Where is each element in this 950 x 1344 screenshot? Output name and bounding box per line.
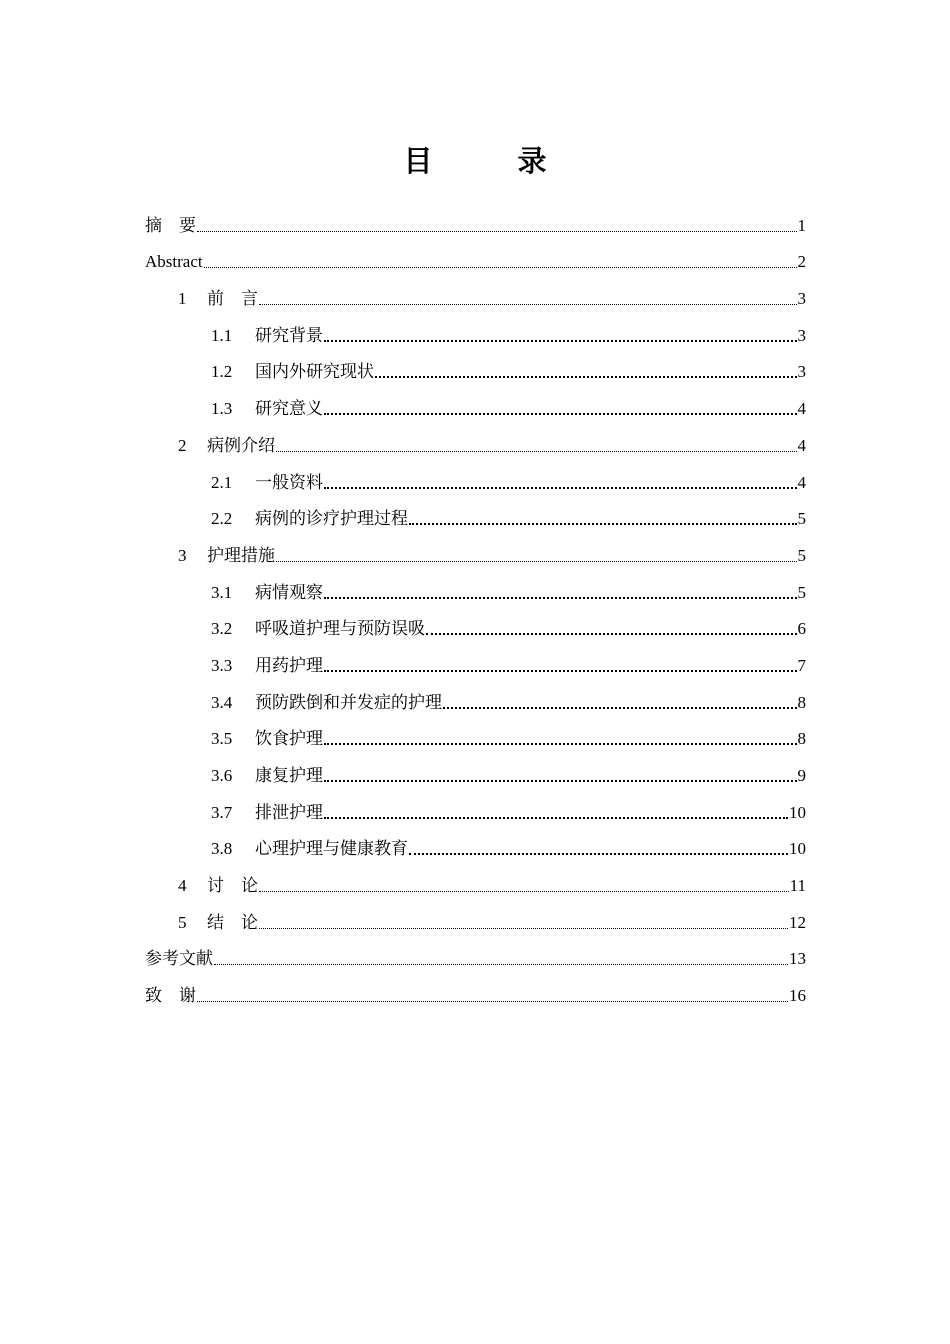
toc-entry-label: 呼吸道护理与预防误吸 [255,619,425,639]
toc-entry[interactable] [145,750,806,787]
toc-entry[interactable] [145,273,806,310]
toc-entry-number: 5 [178,912,187,932]
dot-leader [443,707,797,709]
toc-entry-page-number: 12 [789,912,806,932]
toc-entry[interactable] [145,457,806,494]
dot-leader [259,891,789,892]
toc-entry-page-number: 10 [789,839,806,859]
toc-entry-page-number: 11 [789,876,806,896]
dot-leader [259,928,788,929]
toc-entry-page-number: 3 [797,289,806,309]
toc-entry-label: 康复护理 [255,766,323,785]
dot-leader [409,523,797,525]
dot-leader [276,451,797,452]
dot-leader [324,413,797,415]
toc-entry-number: 1 [178,289,187,309]
dot-leader [426,633,797,635]
toc-entry-number: 4 [178,876,187,896]
dot-leader [276,561,797,562]
toc-entry-page-number: 13 [789,949,806,969]
toc-entry[interactable] [145,530,806,567]
dot-leader [409,853,788,855]
toc-entry-page-number: 5 [797,509,806,529]
dot-leader [324,597,797,599]
toc-entry-page-number: 4 [797,435,806,455]
toc-entry-label: 预防跌倒和并发症的护理 [255,692,442,712]
toc-entry-number: 3.2 [211,619,233,639]
toc-entry[interactable] [145,970,806,1007]
toc-entry-number: 3.7 [211,802,233,822]
toc-entry-page-number: 2 [797,252,806,272]
toc-entry[interactable] [145,677,806,714]
toc-entry-label: 摘 要 [145,215,196,235]
dot-leader [324,743,797,745]
toc-entry[interactable] [145,640,806,677]
dot-leader [324,670,797,672]
dot-leader [214,964,788,965]
dot-leader [324,340,797,342]
toc-entry[interactable] [145,494,806,531]
toc-entry-label: 病例介绍 [207,435,275,455]
toc-entry[interactable] [145,824,806,861]
toc-entry-page-number: 7 [797,655,806,675]
toc-entry[interactable] [145,383,806,420]
toc-entry-label: 结 论 [207,912,258,932]
toc-entry-label: 一般资料 [255,472,323,492]
dot-leader [204,267,797,268]
toc-entry-number: 1.1 [211,325,233,345]
toc-entry-label: 心理护理与健康教育 [255,839,408,859]
toc-entry-number: 1.2 [211,362,233,382]
toc-entry-label: 用药护理 [255,655,323,675]
toc-entry-page-number: 10 [789,802,806,822]
toc-entry[interactable] [145,237,806,274]
toc-entry-number: 2 [178,435,187,455]
toc-entry[interactable] [145,347,806,384]
toc-entry-label: 前 言 [207,289,258,309]
toc-entry-page-number: 9 [797,766,806,785]
dot-leader [375,376,797,378]
toc-entry-number: 3.4 [211,692,233,712]
toc-entry[interactable] [145,200,806,237]
toc-entry-page-number: 8 [797,729,806,749]
toc-entry-page-number: 16 [789,986,806,1006]
toc-entry-label: 参考文献 [145,949,213,969]
toc-entry[interactable] [145,860,806,897]
toc-entry-number: 3.5 [211,729,233,749]
toc-entry-label: 护理措施 [207,545,275,565]
dot-leader [259,304,797,305]
toc-entry[interactable] [145,787,806,824]
toc-entry-page-number: 3 [797,325,806,345]
dot-leader [324,780,797,782]
toc-entry-label: 研究背景 [255,325,323,345]
toc-entry-page-number: 5 [797,545,806,565]
toc-list [145,200,806,1007]
toc-entry-label: 病情观察 [255,582,323,602]
dot-leader [197,231,797,232]
dot-leader [197,1001,788,1002]
toc-entry-label: 研究意义 [255,399,323,419]
toc-entry-number: 3 [178,545,187,565]
toc-entry-page-number: 5 [797,582,806,602]
toc-entry-label: 饮食护理 [255,729,323,749]
toc-entry[interactable] [145,567,806,604]
toc-entry-page-number: 3 [797,362,806,382]
dot-leader [324,487,797,489]
toc-entry-label: 国内外研究现状 [255,362,374,382]
toc-title: 目 录 [403,144,575,179]
toc-entry-label: 讨 论 [207,876,258,896]
toc-entry-number: 2.2 [211,509,233,529]
toc-entry-page-number: 6 [797,619,806,639]
toc-entry[interactable] [145,310,806,347]
toc-entry-label: 排泄护理 [255,802,323,822]
dot-leader [324,817,788,819]
toc-entry-number: 3.8 [211,839,233,859]
toc-entry[interactable] [145,934,806,971]
toc-entry-number: 1.3 [211,399,233,419]
toc-entry[interactable] [145,604,806,641]
toc-entry-number: 3.3 [211,655,233,675]
toc-entry-number: 3.6 [211,766,233,785]
toc-entry[interactable] [145,897,806,934]
toc-entry[interactable] [145,420,806,457]
toc-entry[interactable] [145,714,806,751]
toc-entry-label: 致 谢 [145,986,196,1006]
toc-entry-page-number: 8 [797,692,806,712]
toc-entry-label: Abstract [145,252,203,272]
toc-entry-number: 3.1 [211,582,233,602]
toc-entry-page-number: 4 [797,472,806,492]
toc-entry-number: 2.1 [211,472,233,492]
toc-entry-page-number: 1 [797,215,806,235]
toc-entry-page-number: 4 [797,399,806,419]
toc-entry-label: 病例的诊疗护理过程 [255,509,408,529]
